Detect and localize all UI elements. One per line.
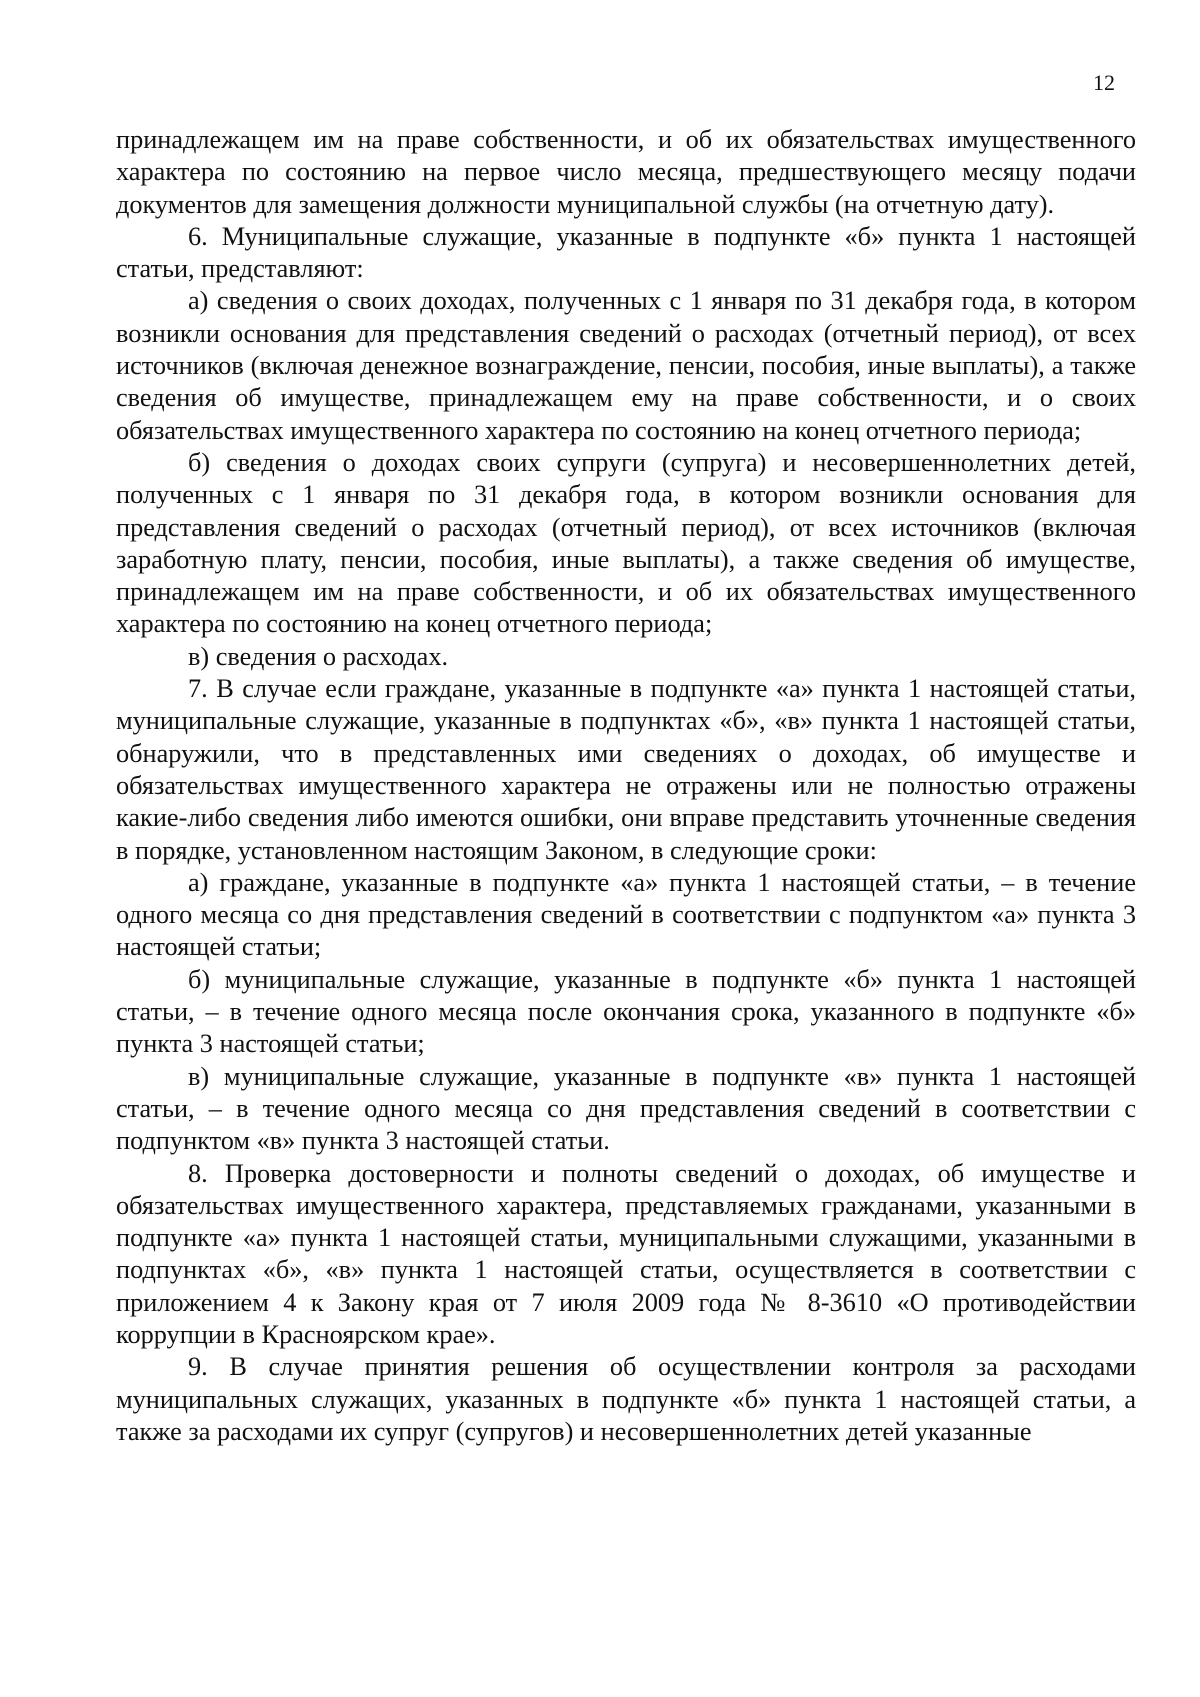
- paragraph-item-7v: в) муниципальные служащие, указанные в подпункте «в» пункта 1 настоящей статьи, – в течение одного месяца со дня представления сведений в соответствии с подпунктом «в» пункта 3 настоящей статьи.: [116, 1061, 1136, 1156]
- paragraph-item-9: 9. В случае принятия решения об осуществлении контроля за расходами муниципальных служащих, указанных в подпункте «б» пункта 1 настоящей статьи, а также за расходами их супруг (супругов) и несовершеннолетних детей указанные: [116, 1352, 1136, 1446]
- paragraph-item-6v: в) сведения о расходах.: [188, 641, 449, 671]
- page-number: 12: [1093, 70, 1115, 95]
- paragraph-item-7: 7. В случае если граждане, указанные в подпункте «а» пункта 1 настоящей статьи, муниципальные служащие, указанные в подпунктах «б», «в» пункта 1 настоящей статьи, обнаружили, что в представленных ими сведениях о доходах, об имуществе и обязательствах имущественного характера не отражены или не полностью отражены какие-либо сведения либо имеются ошибки, они вправе представить уточненные сведения в порядке, установленном настоящим Законом, в следующие сроки:: [116, 674, 1136, 865]
- document-body: [116, 124, 1136, 1448]
- paragraph-item-6a: а) сведения о своих доходах, полученных с 1 января по 31 декабря года, в котором возникли основания для представления сведений о расходах (отчетный период), от всех источников (включая денежное вознаграждение, пенсии, пособия, иные выплаты), а также сведения об имуществе, принадлежащем ему на праве собственности, и о своих обязательствах имущественного характера по состоянию на конец отчетного периода;: [116, 286, 1136, 445]
- paragraph-item-6b: б) сведения о доходах своих супруги (супруга) и несовершеннолетних детей, полученных с 1 января по 31 декабря года, в котором возникли основания для представления сведений о расходах (отчетный период), от всех источников (включая заработную плату, пенсии, пособия, иные выплаты), а также сведения об имуществе, принадлежащем им на праве собственности, и об их обязательствах имущественного характера по состоянию на конец отчетного периода;: [116, 447, 1136, 639]
- paragraph-item-7a: а) граждане, указанные в подпункте «а» пункта 1 настоящей статьи, – в течение одного месяца со дня представления сведений в соответствии с подпунктом «а» пункта 3 настоящей статьи;: [116, 867, 1136, 962]
- paragraph-item-7b: б) муниципальные служащие, указанные в подпункте «б» пункта 1 настоящей статьи, – в течение одного месяца после окончания срока, указанного в подпункте «б» пункта 3 настоящей статьи;: [116, 964, 1136, 1059]
- paragraph-continuation: принадлежащем им на праве собственности, и об их обязательствах имущественного характера по состоянию на первое число месяца, предшествующего месяцу подачи документов для замещения должности муниципальной службы (на отчетную дату).: [116, 125, 1136, 219]
- paragraph-item-6: 6. Муниципальные служащие, указанные в подпункте «б» пункта 1 настоящей статьи, представляют:: [116, 221, 1136, 284]
- paragraph-item-8: 8. Проверка достоверности и полноты сведений о доходах, об имуществе и обязательствах имущественного характера, представляемых гражданами, указанными в подпункте «а» пункта 1 настоящей статьи, муниципальными служащими, указанными в подпунктах «б», «в» пункта 1 настоящей статьи, осуществляется в соответствии с приложением 4 к Закону края от 7 июля 2009 года № 8-3610 «О противодействии коррупции в Красноярском крае».: [116, 1158, 1136, 1349]
